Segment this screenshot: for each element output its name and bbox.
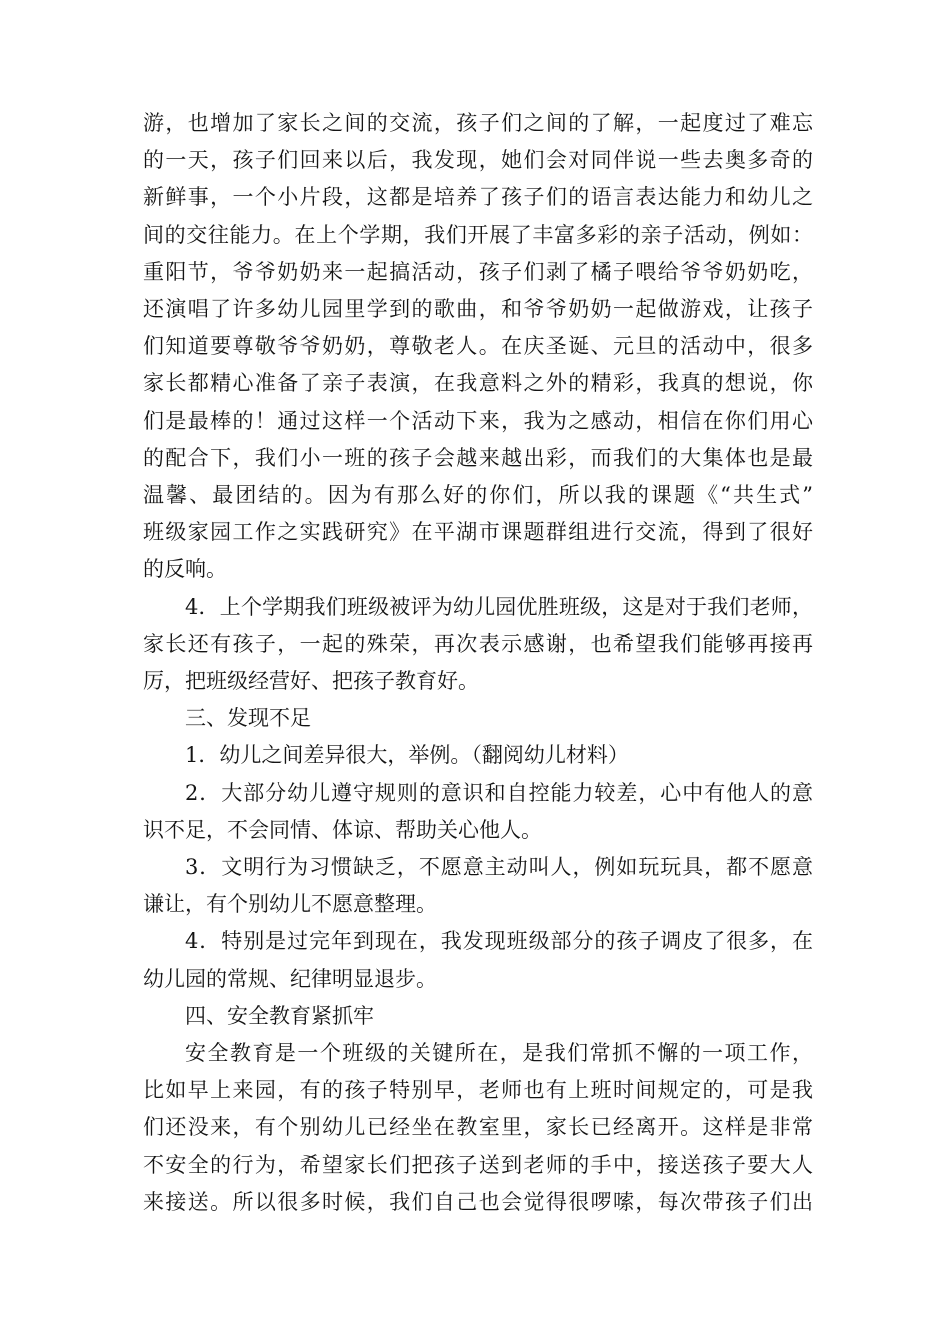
text-line: 比如早上来园，有的孩子特别早，老师也有上班时间规定的，可是我 xyxy=(143,1078,813,1103)
text-line: 的一天，孩子们回来以后，我发现，她们会对同伴说一些去奥多奇的 xyxy=(143,148,813,173)
text-line: 谦让，有个别幼儿不愿意整理。 xyxy=(143,892,437,917)
text-line: 的反响。 xyxy=(143,557,227,582)
text-line: 间的交往能力。在上个学期，我们开展了丰富多彩的亲子活动，例如： xyxy=(143,222,813,247)
text-line: 来接送。所以很多时候，我们自己也会觉得很啰嗦，每次带孩子们出 xyxy=(143,1189,813,1214)
text-line: 4．特别是过完年到现在，我发现班级部分的孩子调皮了很多，在 xyxy=(185,929,813,954)
text-line: 1．幼儿之间差异很大，举例。（翻阅幼儿材料） xyxy=(185,743,629,768)
text-line: 三、发现不足 xyxy=(185,706,311,731)
text-line: 们知道要尊敬爷爷奶奶，尊敬老人。在庆圣诞、元旦的活动中，很多 xyxy=(143,334,813,359)
text-line: 不安全的行为，希望家长们把孩子送到老师的手中，接送孩子要大人 xyxy=(143,1152,813,1177)
text-line: 识不足，不会同情、体谅、帮助关心他人。 xyxy=(143,817,542,842)
text-line: 温馨、最团结的。因为有那么好的你们，所以我的课题《“共生式” xyxy=(143,483,813,508)
text-line: 班级家园工作之实践研究》在平湖市课题群组进行交流，得到了很好 xyxy=(143,520,813,545)
text-line: 们还没来，有个别幼儿已经坐在教室里，家长已经离开。这样是非常 xyxy=(143,1115,813,1140)
text-line: 们是最棒的！通过这样一个活动下来，我为之感动，相信在你们用心 xyxy=(143,408,813,433)
text-line: 安全教育是一个班级的关键所在，是我们常抓不懈的一项工作， xyxy=(185,1041,813,1066)
text-line: 的配合下，我们小一班的孩子会越来越出彩，而我们的大集体也是最 xyxy=(143,445,813,470)
text-line: 新鲜事，一个小片段，这都是培养了孩子们的语言表达能力和幼儿之 xyxy=(143,185,813,210)
text-line: 家长还有孩子，一起的殊荣，再次表示感谢，也希望我们能够再接再 xyxy=(143,631,813,656)
text-line: 2．大部分幼儿遵守规则的意识和自控能力较差，心中有他人的意 xyxy=(185,780,813,805)
text-line: 厉，把班级经营好、把孩子教育好。 xyxy=(143,669,479,694)
text-line: 重阳节，爷爷奶奶来一起搞活动，孩子们剥了橘子喂给爷爷奶奶吃， xyxy=(143,259,813,284)
text-line: 3．文明行为习惯缺乏，不愿意主动叫人，例如玩玩具，都不愿意 xyxy=(185,855,813,880)
document-body xyxy=(143,105,813,1221)
text-line: 还演唱了许多幼儿园里学到的歌曲，和爷爷奶奶一起做游戏，让孩子 xyxy=(143,297,813,322)
text-line: 幼儿园的常规、纪律明显退步。 xyxy=(143,966,437,991)
text-line: 4．上个学期我们班级被评为幼儿园优胜班级，这是对于我们老师， xyxy=(185,594,813,619)
text-line: 家长都精心准备了亲子表演，在我意料之外的精彩，我真的想说，你 xyxy=(143,371,813,396)
text-line: 四、安全教育紧抓牢 xyxy=(185,1003,374,1028)
text-line: 游，也增加了家长之间的交流，孩子们之间的了解，一起度过了难忘 xyxy=(143,111,813,135)
